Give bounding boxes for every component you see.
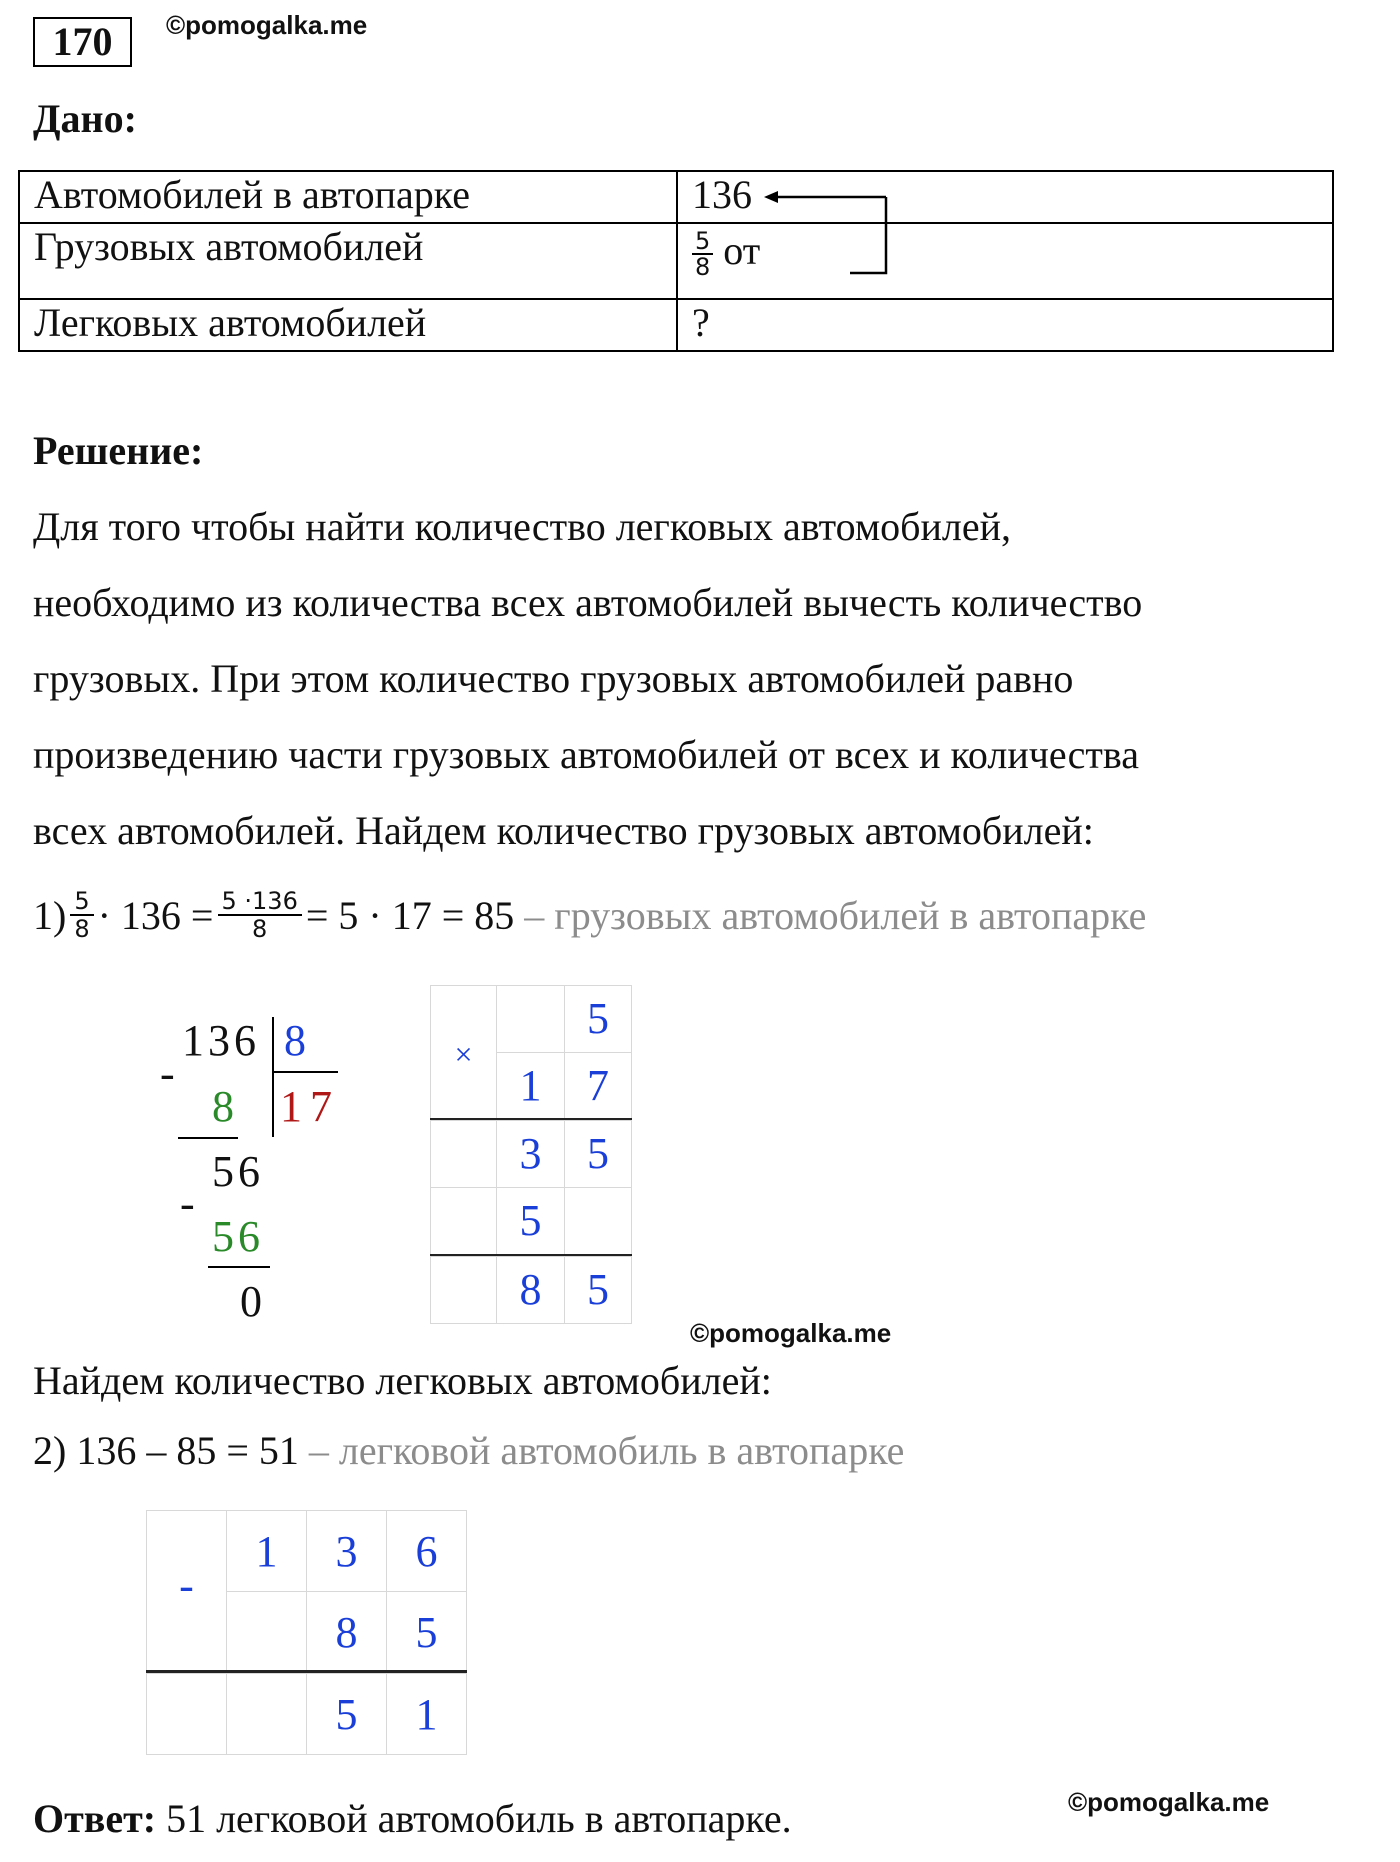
grid-cell: 8 (496, 1256, 565, 1324)
grid-cell: 5 (386, 1591, 467, 1673)
grid-cell: 5 (306, 1673, 387, 1755)
grid-cell: 1 (386, 1673, 467, 1755)
find-cars-line: Найдем количество легковых автомобилей: (33, 1358, 772, 1403)
watermark-bottom: ©pomogalka.me (1068, 1787, 1270, 1817)
given-value: ? (677, 299, 1333, 351)
given-row (19, 223, 1333, 300)
given-label: Грузовых автомобилей (19, 223, 677, 300)
grid-cell: 5 (564, 1120, 632, 1188)
quotient: 17 (280, 1082, 340, 1131)
given-row (19, 171, 1333, 223)
grid-cell (564, 1187, 632, 1255)
reference-arrow-icon (760, 185, 890, 275)
step1-equation: 1) $\frac{5}{8}$ · 136 = $\frac{5 \cdot 136}{8}$ = 5 · 17 = 85 – грузовых автомобилей в автопарке (33, 887, 1147, 943)
subtrahend: 8 (212, 1082, 234, 1131)
grid-cell (146, 1673, 227, 1755)
grid-cell (430, 1256, 497, 1324)
minus-sign: - (160, 1049, 175, 1098)
fraction: $\frac{5 \cdot 136}{8}$ (218, 888, 302, 942)
grid-cell: 8 (306, 1591, 387, 1673)
final-remainder: 0 (240, 1277, 262, 1326)
problem-number: 170 (33, 17, 132, 67)
multiply-sign: × (430, 985, 497, 1121)
answer (33, 1795, 792, 1842)
grid-cell (430, 1187, 497, 1255)
subtrahend: 56 (212, 1212, 264, 1261)
given-value: 136 (677, 171, 1333, 223)
given-label: Автомобилей в автопарке (19, 171, 677, 223)
minus-sign: - (180, 1179, 195, 1228)
paragraph-line: произведению части грузовых автомобилей от всех и количества (33, 732, 1139, 777)
grid-cell: 3 (306, 1510, 387, 1592)
fraction: $\frac{5}{8}$ (70, 888, 93, 942)
grid-cell (226, 1591, 307, 1673)
watermark-top: ©pomogalka.me (166, 10, 368, 40)
given-label: Легковых автомобилей (19, 299, 677, 351)
grid-cell (496, 985, 565, 1053)
fraction-suffix: от (723, 227, 761, 273)
given-table (18, 170, 1334, 352)
grid-cell: 5 (496, 1187, 565, 1255)
grid-cell: 1 (226, 1510, 307, 1592)
solution-heading: Решение: (33, 428, 204, 473)
grid-cell (430, 1120, 497, 1188)
division-bar (272, 1071, 338, 1073)
grid-cell: 5 (564, 1256, 632, 1324)
answer-label: Ответ: (33, 1796, 157, 1841)
dividend: 136 (182, 1016, 260, 1065)
watermark-middle: ©pomogalka.me (690, 1318, 892, 1348)
grid-cell: 7 (564, 1052, 632, 1120)
paragraph-line: необходимо из количества всех автомобилей вычесть количество (33, 580, 1143, 625)
given-heading: Дано: (33, 96, 137, 141)
division-underline (178, 1137, 238, 1139)
remainder: 56 (212, 1147, 264, 1196)
grid-cell: 1 (496, 1052, 565, 1120)
paragraph-line: всех автомобилей. Найдем количество грузовых автомобилей: (33, 808, 1094, 853)
step2-equation: 2) 136 – 85 = 51 – легковой автомобиль в автопарке (33, 1428, 905, 1473)
division-bar (272, 1017, 274, 1137)
answer-text: 51 легковой автомобиль в автопарке. (166, 1796, 792, 1841)
grid-cell: 6 (386, 1510, 467, 1592)
grid-cell: 3 (496, 1120, 565, 1188)
given-row (19, 299, 1333, 351)
fraction: $\frac{5}{8}$ (692, 229, 713, 279)
minus-sign: - (146, 1510, 227, 1672)
paragraph-line: грузовых. При этом количество грузовых автомобилей равно (33, 656, 1074, 701)
paragraph-line: Для того чтобы найти количество легковых автомобилей, (33, 504, 1012, 549)
division-underline (208, 1266, 270, 1268)
grid-cell: 5 (564, 985, 632, 1053)
divisor: 8 (284, 1016, 306, 1065)
grid-cell (226, 1673, 307, 1755)
